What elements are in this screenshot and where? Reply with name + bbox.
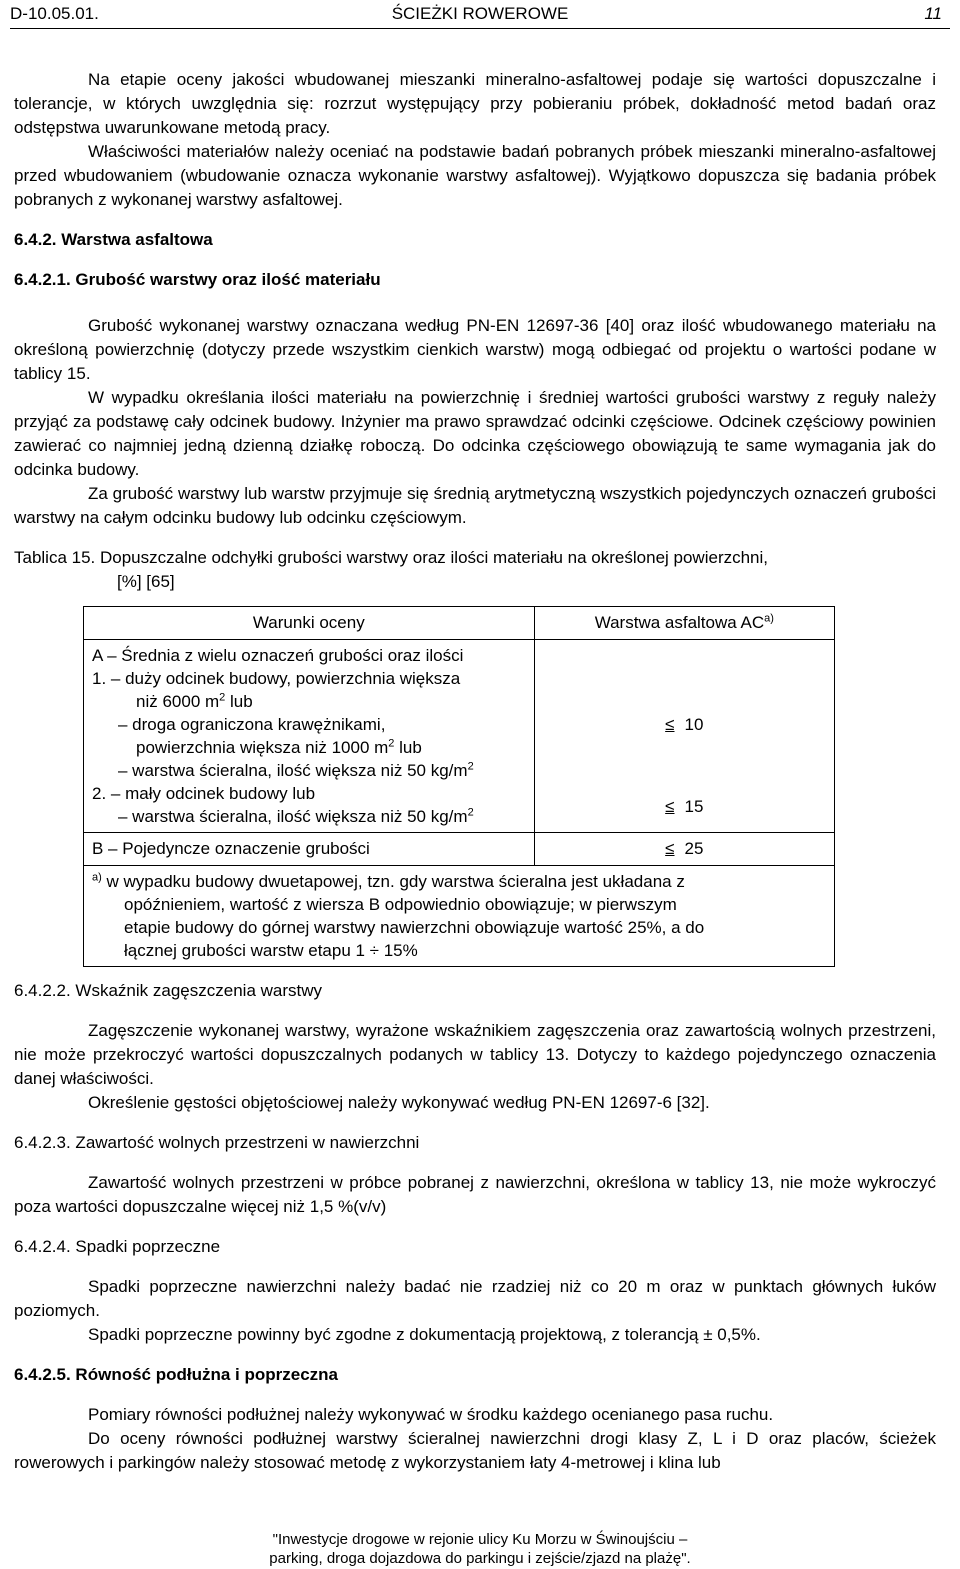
table-row [84,640,835,833]
value-small-section: ≤ 15 [665,797,704,816]
footer-line: parking, droga dojazdowa do parkingu i zejście/zjazd na plażę". [269,1550,691,1567]
table-footnote-row [84,866,835,967]
table-footnote: $^{a)}$ w wypadku budowy dwuetapowej, tzn. gdy warstwa ścieralna jest układana z opóźnieniem, wartość z wiersza B odpowiednio obowiązuje; w pierwszym etapie budowy do górnej warstwy nawierzchni obowiązuje wartość 25%, a do łącznej grubości warstw etapu 1 ÷ 15% [84,866,835,967]
paragraph: Do oceny równości podłużnej warstwy ścieralnej nawierzchni drogi klasy Z, L i D oraz placów, ścieżek rowerowych i parkingów należy stosować metodę z wykorzystaniem łaty 4-metrowej i klina lub [14,1429,936,1472]
paragraph: Na etapie oceny jakości wbudowanej mieszanki mineralno-asfaltowej podaje się wartości dopuszczalne i tolerancje, w których uwzględnia się: rozrzut występujący przy pobieraniu próbek, dokładność metod badań oraz odstępstwa uwarunkowane metodą pracy. [14,70,936,137]
section-heading: 6.4.2.2. Wskaźnik zagęszczenia warstwy [14,981,323,1000]
value-large-section: ≤ 10 [665,715,704,734]
table-cell-conditions-b: B – Pojedyncze oznaczenie grubości [84,833,535,866]
document-code: D-10.05.01. [10,4,99,23]
page-header [10,0,950,29]
table-caption [14,546,936,594]
paragraph: Za grubość warstwy lub warstw przyjmuje się średnią arytmetyczną wszystkich pojedynczych oznaczeń grubości warstwy na całym odcinku budowy lub odcinku częściowym. [14,484,936,527]
page-footer [0,1530,960,1568]
paragraph: Spadki poprzeczne nawierzchni należy badać nie rzadziej niż co 20 m oraz w punktach głównych łuków poziomych. [14,1277,936,1320]
table-header-cell: Warunki oceny [84,607,535,640]
footer-line: "Inwestycje drogowe w rejonie ulicy Ku Morzu w Świnoujściu – [272,1531,688,1548]
document-title: ŚCIEŻKI ROWEROWE [391,4,569,23]
tolerance-table [83,606,835,967]
section-heading: 6.4.2.1. Grubość warstwy oraz ilość materiału [14,270,381,289]
caption-line: [%] [65] [117,572,175,591]
page-number: 11 [924,4,942,23]
paragraph: Spadki poprzeczne powinny być zgodne z dokumentacją projektową, z tolerancją ± 0,5%. [88,1325,761,1344]
table-header-row [84,607,835,640]
section-heading: 6.4.2.3. Zawartość wolnych przestrzeni w nawierzchni [14,1133,420,1152]
section-heading: 6.4.2.4. Spadki poprzeczne [14,1237,221,1256]
paragraph: Określenie gęstości objętościowej należy wykonywać według PN-EN 12697-6 [32]. [88,1093,710,1112]
table-cell-conditions-a: A – Średnia z wielu oznaczeń grubości oraz ilości 1. – duży odcinek budowy, powierzchnia większa niż 6000 $m^2$ lub – droga ograniczona krawężnikami, powierzchnia większa niż 1000 $m^2$ lub – warstwa ścieralna, ilość większa niż 50 $kg/m^2$ 2. – mały odcinek budowy lub – warstwa ścieralna, ilość większa niż 50 $kg/m^2$ [84,640,535,833]
table-row [84,833,835,866]
section-heading: 6.4.2. Warstwa asfaltowa [14,230,213,249]
paragraph: Zagęszczenie wykonanej warstwy, wyrażone wskaźnikiem zagęszczenia oraz zawartością wolnych przestrzeni, nie może przekroczyć wartości dopuszczalnych podanych w tablicy 13. Dotyczy to każdego pojedynczego oznaczenia danej właściwości. [14,1021,936,1088]
paragraph: Właściwości materiałów należy oceniać na podstawie badań pobranych próbek mieszanki mineralno-asfaltowej przed wbudowaniem (wbudowanie oznacza wykonanie warstwy asfaltowej). Wyjątkowo dopuszcza się badania próbek pobranych z wykonanej warstwy asfaltowej. [14,142,936,209]
paragraph: Pomiary równości podłużnej należy wykonywać w środku każdego ocenianego pasa ruchu. [88,1405,774,1424]
paragraph: Grubość wykonanej warstwy oznaczana według PN-EN 12697-36 [40] oraz ilość wbudowanego materiału na określoną powierzchnię (dotyczy przede wszystkim cienkich warstw) mogą odbiegać od projektu o wartości podane w tablicy 15. [14,316,936,383]
caption-line: Tablica 15. Dopuszczalne odchyłki grubości warstwy oraz ilości materiału na określonej powierzchni, [14,548,769,567]
table-header-cell: Warstwa asfaltowa AC$^{a)}$ [534,607,834,640]
document-body [14,68,936,1475]
paragraph: W wypadku określania ilości materiału na powierzchnię i średniej wartości grubości warstwy z reguły należy przyjąć za podstawę cały odcinek budowy. Inżynier ma prawo sprawdzać odcinki częściowe. Odcinek częściowy powinien zawierać co najmniej jedną dzienną działkę roboczą. Do odcinka częściowego obowiązują te same wymagania jak do odcinka budowy. [14,388,936,479]
section-heading: 6.4.2.5. Równość podłużna i poprzeczna [14,1365,339,1384]
table-cell-values-b: ≤ 25 [534,833,834,866]
table-cell-values-a [534,640,834,833]
paragraph: Zawartość wolnych przestrzeni w próbce pobranej z nawierzchni, określona w tablicy 13, nie może wykroczyć poza wartości dopuszczalne więcej niż 1,5 %(v/v) [14,1173,936,1216]
